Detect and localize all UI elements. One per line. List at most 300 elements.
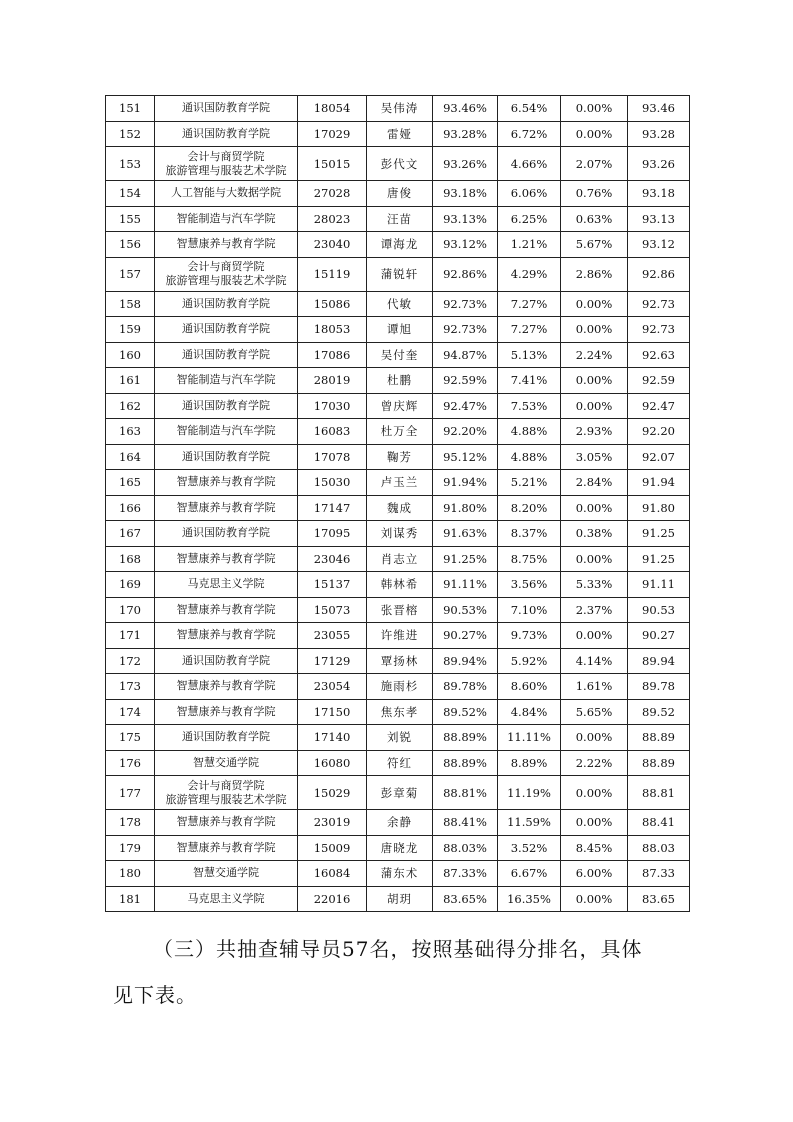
rate-3-cell: 0.00% [561, 776, 628, 810]
score-cell: 93.13 [628, 206, 690, 232]
rate-2-cell: 4.88% [498, 444, 561, 470]
institute-line: 通识国防教育学院 [182, 126, 270, 140]
rate-3-cell: 2.24% [561, 342, 628, 368]
rate-2-cell: 7.10% [498, 597, 561, 623]
name-cell: 刘谋秀 [367, 521, 433, 547]
rank-cell: 177 [106, 776, 155, 810]
rate-2-cell: 4.29% [498, 257, 561, 291]
rate-1-cell: 88.89% [433, 725, 498, 751]
institute-cell [155, 393, 298, 419]
table-row [106, 597, 690, 623]
score-cell: 90.27 [628, 623, 690, 649]
rate-1-cell: 92.20% [433, 419, 498, 445]
rank-cell: 154 [106, 181, 155, 207]
table-row [106, 206, 690, 232]
institute-line: 通识国防教育学院 [182, 526, 270, 540]
rate-1-cell: 93.26% [433, 147, 498, 181]
table-row [106, 521, 690, 547]
institute-cell [155, 317, 298, 343]
name-cell: 魏成 [367, 495, 433, 521]
rate-2-cell: 16.35% [498, 886, 561, 912]
score-cell: 92.63 [628, 342, 690, 368]
name-cell: 彭章菊 [367, 776, 433, 810]
table-row [106, 648, 690, 674]
rate-3-cell: 0.00% [561, 623, 628, 649]
rate-3-cell: 0.00% [561, 393, 628, 419]
rate-2-cell: 4.66% [498, 147, 561, 181]
table-row [106, 776, 690, 810]
rate-1-cell: 89.52% [433, 699, 498, 725]
table-row [106, 317, 690, 343]
rate-3-cell: 4.14% [561, 648, 628, 674]
id-cell: 17030 [298, 393, 367, 419]
rate-1-cell: 91.11% [433, 572, 498, 598]
rank-cell: 173 [106, 674, 155, 700]
section-paragraph: （三）共抽查辅导员57名，按照基础得分排名，具体 [153, 937, 643, 961]
table-row [106, 835, 690, 861]
institute-line: 马克思主义学院 [187, 891, 265, 905]
institute-cell [155, 810, 298, 836]
rate-1-cell: 83.65% [433, 886, 498, 912]
rate-2-cell: 9.73% [498, 623, 561, 649]
rate-1-cell: 94.87% [433, 342, 498, 368]
institute-cell [155, 495, 298, 521]
name-cell: 谭海龙 [367, 232, 433, 258]
rank-cell: 178 [106, 810, 155, 836]
rate-3-cell: 0.00% [561, 317, 628, 343]
rate-2-cell: 1.21% [498, 232, 561, 258]
name-cell: 杜万全 [367, 419, 433, 445]
rate-3-cell: 2.22% [561, 750, 628, 776]
score-cell: 91.11 [628, 572, 690, 598]
institute-line: 会计与商贸学院 [187, 778, 265, 792]
name-cell: 唐晓龙 [367, 835, 433, 861]
rate-2-cell: 5.13% [498, 342, 561, 368]
name-cell: 雷娅 [367, 121, 433, 147]
name-cell: 卢玉兰 [367, 470, 433, 496]
score-cell: 92.73 [628, 317, 690, 343]
name-cell: 吴伟涛 [367, 96, 433, 122]
name-cell: 代敏 [367, 291, 433, 317]
table-body [106, 96, 690, 912]
rate-3-cell: 5.65% [561, 699, 628, 725]
table-row [106, 444, 690, 470]
institute-cell [155, 648, 298, 674]
rank-cell: 167 [106, 521, 155, 547]
rate-1-cell: 91.63% [433, 521, 498, 547]
score-cell: 87.33 [628, 861, 690, 887]
name-cell: 曾庆辉 [367, 393, 433, 419]
rank-cell: 165 [106, 470, 155, 496]
id-cell: 27028 [298, 181, 367, 207]
table-row [106, 342, 690, 368]
rate-1-cell: 89.94% [433, 648, 498, 674]
id-cell: 15073 [298, 597, 367, 623]
id-cell: 28019 [298, 368, 367, 394]
name-cell: 谭旭 [367, 317, 433, 343]
institute-line: 智慧康养与教育学院 [176, 475, 276, 489]
rate-2-cell: 3.52% [498, 835, 561, 861]
table-row [106, 699, 690, 725]
rank-cell: 162 [106, 393, 155, 419]
institute-cell [155, 572, 298, 598]
rank-cell: 157 [106, 257, 155, 291]
id-cell: 17150 [298, 699, 367, 725]
id-cell: 16084 [298, 861, 367, 887]
rate-2-cell: 11.19% [498, 776, 561, 810]
institute-cell [155, 368, 298, 394]
id-cell: 15015 [298, 147, 367, 181]
rank-cell: 155 [106, 206, 155, 232]
name-cell: 唐俊 [367, 181, 433, 207]
institute-cell [155, 750, 298, 776]
rate-3-cell: 0.00% [561, 495, 628, 521]
rate-1-cell: 88.41% [433, 810, 498, 836]
institute-cell [155, 725, 298, 751]
rate-3-cell: 0.00% [561, 810, 628, 836]
rate-2-cell: 6.54% [498, 96, 561, 122]
id-cell: 22016 [298, 886, 367, 912]
rate-1-cell: 92.86% [433, 257, 498, 291]
institute-line: 通识国防教育学院 [182, 322, 270, 336]
name-cell: 肖志立 [367, 546, 433, 572]
rate-3-cell: 6.00% [561, 861, 628, 887]
institute-line: 通识国防教育学院 [182, 449, 270, 463]
institute-cell [155, 623, 298, 649]
rate-3-cell: 0.00% [561, 96, 628, 122]
rate-3-cell: 0.38% [561, 521, 628, 547]
table-row [106, 886, 690, 912]
table-row [106, 861, 690, 887]
rate-3-cell: 2.84% [561, 470, 628, 496]
rate-1-cell: 92.59% [433, 368, 498, 394]
id-cell: 17129 [298, 648, 367, 674]
table-row [106, 725, 690, 751]
table-row [106, 181, 690, 207]
id-cell: 23054 [298, 674, 367, 700]
rank-cell: 164 [106, 444, 155, 470]
institute-line: 马克思主义学院 [187, 577, 265, 591]
institute-line: 智慧康养与教育学院 [176, 237, 276, 251]
institute-cell [155, 444, 298, 470]
rate-1-cell: 92.73% [433, 291, 498, 317]
institute-line: 会计与商贸学院 [187, 149, 265, 163]
rate-2-cell: 8.60% [498, 674, 561, 700]
rate-1-cell: 91.94% [433, 470, 498, 496]
score-cell: 91.25 [628, 521, 690, 547]
rank-cell: 161 [106, 368, 155, 394]
institute-line: 人工智能与大数据学院 [171, 186, 281, 200]
name-cell: 许维进 [367, 623, 433, 649]
rate-2-cell: 7.41% [498, 368, 561, 394]
id-cell: 28023 [298, 206, 367, 232]
rate-1-cell: 90.27% [433, 623, 498, 649]
institute-cell [155, 121, 298, 147]
institute-cell [155, 206, 298, 232]
rate-3-cell: 0.00% [561, 546, 628, 572]
institute-cell [155, 776, 298, 810]
id-cell: 15030 [298, 470, 367, 496]
rate-1-cell: 92.73% [433, 317, 498, 343]
rate-2-cell: 6.06% [498, 181, 561, 207]
name-cell: 刘锐 [367, 725, 433, 751]
rate-2-cell: 4.84% [498, 699, 561, 725]
score-cell: 93.28 [628, 121, 690, 147]
institute-cell [155, 546, 298, 572]
institute-cell [155, 232, 298, 258]
institute-line: 旅游管理与服装艺术学院 [165, 274, 287, 287]
score-cell: 93.26 [628, 147, 690, 181]
rate-3-cell: 8.45% [561, 835, 628, 861]
institute-line: 智慧康养与教育学院 [176, 815, 276, 829]
institute-line: 智慧交通学院 [193, 755, 259, 769]
table-row [106, 147, 690, 181]
id-cell: 23055 [298, 623, 367, 649]
institute-cell [155, 181, 298, 207]
rate-1-cell: 91.25% [433, 546, 498, 572]
institute-line: 智慧康养与教育学院 [176, 840, 276, 854]
rate-1-cell: 88.03% [433, 835, 498, 861]
rate-2-cell: 8.75% [498, 546, 561, 572]
institute-line: 智慧交通学院 [193, 866, 259, 880]
rank-cell: 168 [106, 546, 155, 572]
table-row [106, 291, 690, 317]
name-cell: 杜鹏 [367, 368, 433, 394]
institute-line: 通识国防教育学院 [182, 347, 270, 361]
rate-3-cell: 0.00% [561, 291, 628, 317]
institute-cell [155, 886, 298, 912]
rate-3-cell: 1.61% [561, 674, 628, 700]
name-cell: 余静 [367, 810, 433, 836]
institute-cell [155, 699, 298, 725]
institute-cell [155, 835, 298, 861]
table-row [106, 419, 690, 445]
rate-1-cell: 88.89% [433, 750, 498, 776]
rate-2-cell: 7.53% [498, 393, 561, 419]
score-cell: 93.12 [628, 232, 690, 258]
rate-2-cell: 7.27% [498, 317, 561, 343]
score-cell: 90.53 [628, 597, 690, 623]
table-row [106, 572, 690, 598]
id-cell: 23046 [298, 546, 367, 572]
rank-cell: 171 [106, 623, 155, 649]
name-cell: 焦东孝 [367, 699, 433, 725]
score-cell: 88.03 [628, 835, 690, 861]
rate-3-cell: 0.00% [561, 886, 628, 912]
rate-2-cell: 3.56% [498, 572, 561, 598]
score-cell: 88.89 [628, 725, 690, 751]
institute-cell [155, 597, 298, 623]
institute-line: 会计与商贸学院 [187, 260, 265, 273]
rank-cell: 156 [106, 232, 155, 258]
score-cell: 89.52 [628, 699, 690, 725]
id-cell: 17029 [298, 121, 367, 147]
table-row [106, 257, 690, 291]
id-cell: 17147 [298, 495, 367, 521]
institute-line: 通识国防教育学院 [182, 653, 270, 667]
institute-cell [155, 861, 298, 887]
rank-cell: 180 [106, 861, 155, 887]
id-cell: 18054 [298, 96, 367, 122]
institute-line: 智慧康养与教育学院 [176, 679, 276, 693]
table-row [106, 232, 690, 258]
institute-line: 智慧康养与教育学院 [176, 551, 276, 565]
score-cell: 92.20 [628, 419, 690, 445]
rate-3-cell: 2.37% [561, 597, 628, 623]
rank-cell: 181 [106, 886, 155, 912]
name-cell: 吴付奎 [367, 342, 433, 368]
rate-1-cell: 92.47% [433, 393, 498, 419]
rank-cell: 176 [106, 750, 155, 776]
name-cell: 符红 [367, 750, 433, 776]
table-row [106, 470, 690, 496]
id-cell: 18053 [298, 317, 367, 343]
rate-2-cell: 8.89% [498, 750, 561, 776]
institute-line: 旅游管理与服装艺术学院 [165, 163, 287, 177]
rank-cell: 174 [106, 699, 155, 725]
rate-2-cell: 4.88% [498, 419, 561, 445]
score-cell: 89.94 [628, 648, 690, 674]
score-cell: 92.73 [628, 291, 690, 317]
institute-line: 通识国防教育学院 [182, 398, 270, 412]
name-cell: 施雨杉 [367, 674, 433, 700]
rate-3-cell: 5.67% [561, 232, 628, 258]
institute-line: 智慧康养与教育学院 [176, 704, 276, 718]
name-cell: 韩林希 [367, 572, 433, 598]
score-cell: 92.07 [628, 444, 690, 470]
section-paragraph-continued: 见下表。 [113, 983, 197, 1007]
institute-cell [155, 291, 298, 317]
score-cell: 92.47 [628, 393, 690, 419]
rate-3-cell: 0.76% [561, 181, 628, 207]
table-row [106, 674, 690, 700]
rank-cell: 170 [106, 597, 155, 623]
rate-2-cell: 6.25% [498, 206, 561, 232]
id-cell: 15137 [298, 572, 367, 598]
id-cell: 17086 [298, 342, 367, 368]
rate-2-cell: 6.72% [498, 121, 561, 147]
table-row [106, 495, 690, 521]
id-cell: 17078 [298, 444, 367, 470]
id-cell: 17140 [298, 725, 367, 751]
institute-cell [155, 96, 298, 122]
score-cell: 92.59 [628, 368, 690, 394]
rate-3-cell: 3.05% [561, 444, 628, 470]
institute-cell [155, 470, 298, 496]
institute-cell [155, 419, 298, 445]
rate-2-cell: 11.11% [498, 725, 561, 751]
rate-1-cell: 93.46% [433, 96, 498, 122]
rate-1-cell: 93.18% [433, 181, 498, 207]
rate-1-cell: 95.12% [433, 444, 498, 470]
institute-cell [155, 257, 298, 291]
rank-cell: 163 [106, 419, 155, 445]
rate-1-cell: 93.28% [433, 121, 498, 147]
rate-1-cell: 93.13% [433, 206, 498, 232]
institute-line: 通识国防教育学院 [182, 101, 270, 115]
rate-3-cell: 2.07% [561, 147, 628, 181]
name-cell: 鞠芳 [367, 444, 433, 470]
rank-cell: 172 [106, 648, 155, 674]
rate-3-cell: 5.33% [561, 572, 628, 598]
table-row [106, 546, 690, 572]
score-cell: 93.46 [628, 96, 690, 122]
rate-2-cell: 8.20% [498, 495, 561, 521]
name-cell: 胡玥 [367, 886, 433, 912]
institute-cell [155, 521, 298, 547]
id-cell: 15086 [298, 291, 367, 317]
rank-cell: 169 [106, 572, 155, 598]
table-row [106, 623, 690, 649]
institute-line: 通识国防教育学院 [182, 296, 270, 310]
score-cell: 91.25 [628, 546, 690, 572]
rank-cell: 166 [106, 495, 155, 521]
name-cell: 蒲锐轩 [367, 257, 433, 291]
rank-cell: 175 [106, 725, 155, 751]
id-cell: 15119 [298, 257, 367, 291]
id-cell: 15029 [298, 776, 367, 810]
rank-cell: 158 [106, 291, 155, 317]
score-cell: 91.80 [628, 495, 690, 521]
rate-1-cell: 87.33% [433, 861, 498, 887]
score-cell: 92.86 [628, 257, 690, 291]
table-row [106, 393, 690, 419]
rate-1-cell: 90.53% [433, 597, 498, 623]
rank-cell: 160 [106, 342, 155, 368]
name-cell: 汪苗 [367, 206, 433, 232]
name-cell: 张晋榕 [367, 597, 433, 623]
score-cell: 83.65 [628, 886, 690, 912]
table-row [106, 121, 690, 147]
score-table [105, 95, 690, 912]
score-cell: 88.89 [628, 750, 690, 776]
id-cell: 16083 [298, 419, 367, 445]
institute-cell [155, 674, 298, 700]
rank-cell: 179 [106, 835, 155, 861]
institute-line: 智能制造与汽车学院 [176, 424, 276, 438]
rank-cell: 152 [106, 121, 155, 147]
score-cell: 88.81 [628, 776, 690, 810]
id-cell: 17095 [298, 521, 367, 547]
rate-3-cell: 0.00% [561, 725, 628, 751]
institute-line: 智慧康养与教育学院 [176, 602, 276, 616]
name-cell: 蒲东术 [367, 861, 433, 887]
rate-3-cell: 0.00% [561, 121, 628, 147]
id-cell: 23019 [298, 810, 367, 836]
rank-cell: 159 [106, 317, 155, 343]
table-row [106, 96, 690, 122]
name-cell: 彭代文 [367, 147, 433, 181]
rate-2-cell: 7.27% [498, 291, 561, 317]
rate-1-cell: 93.12% [433, 232, 498, 258]
institute-line: 智能制造与汽车学院 [176, 373, 276, 387]
score-cell: 88.41 [628, 810, 690, 836]
institute-line: 通识国防教育学院 [182, 730, 270, 744]
institute-cell [155, 147, 298, 181]
rate-3-cell: 2.86% [561, 257, 628, 291]
institute-line: 智能制造与汽车学院 [176, 211, 276, 225]
rate-2-cell: 5.92% [498, 648, 561, 674]
score-cell: 89.78 [628, 674, 690, 700]
institute-line: 旅游管理与服装艺术学院 [165, 792, 287, 806]
score-cell: 93.18 [628, 181, 690, 207]
id-cell: 23040 [298, 232, 367, 258]
institute-cell [155, 342, 298, 368]
score-cell: 91.94 [628, 470, 690, 496]
rank-cell: 153 [106, 147, 155, 181]
rate-3-cell: 0.63% [561, 206, 628, 232]
id-cell: 16080 [298, 750, 367, 776]
